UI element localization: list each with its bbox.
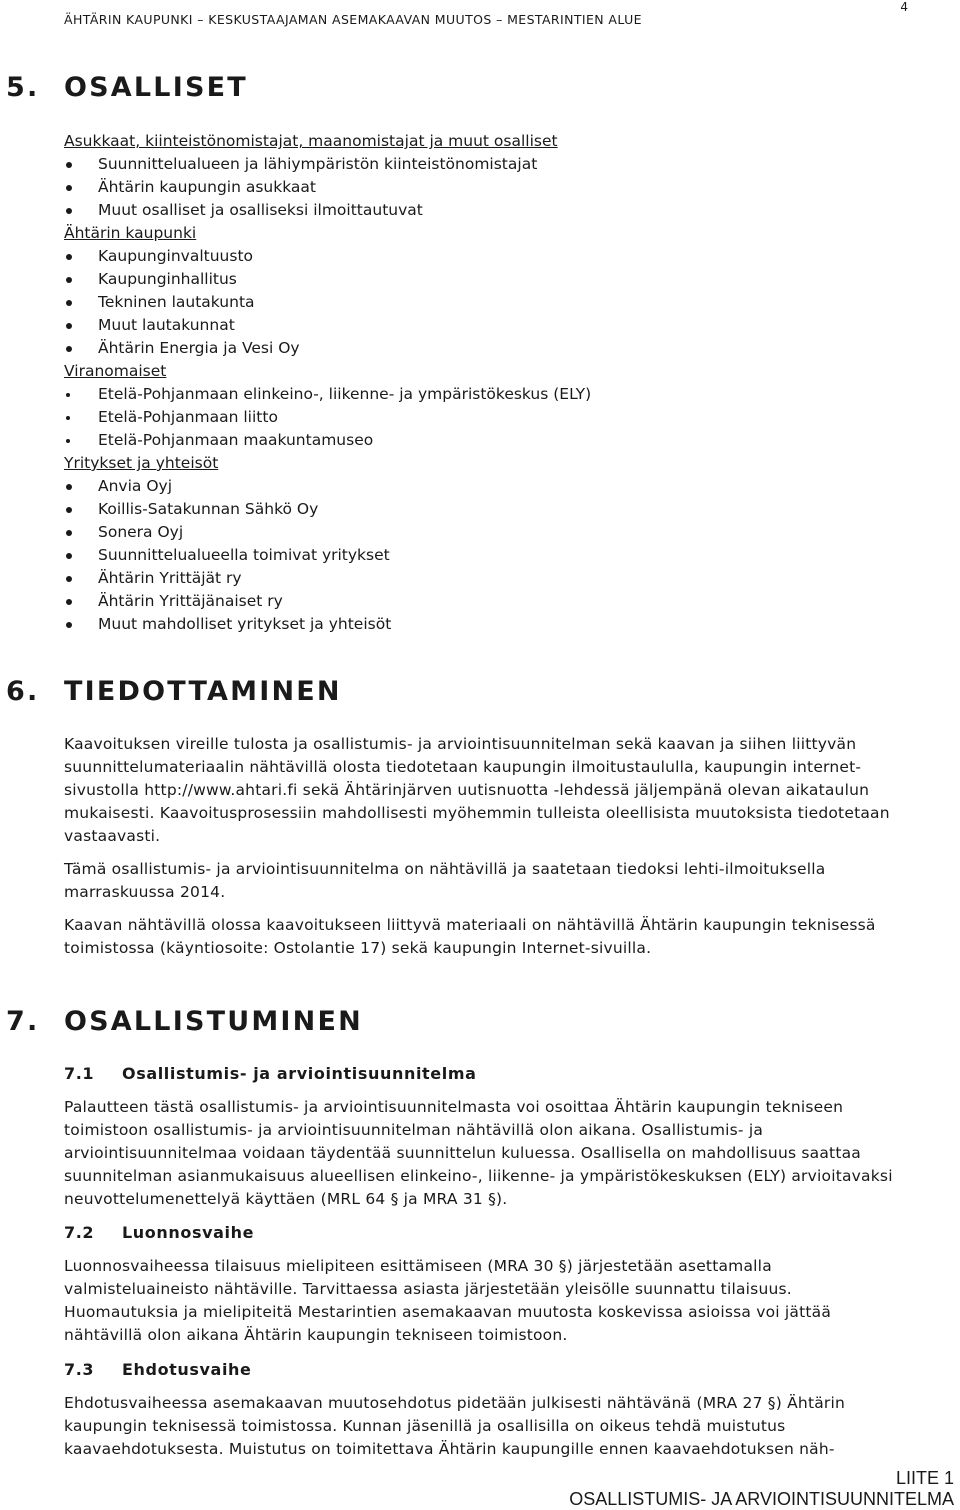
paragraph: Palautteen tästä osallistumis- ja arviointisuunnitelmasta voi osoittaa Ähtärin kaupungin tekniseen toimistoon osallistumis- ja arviointisuunnitelman nähtävillä olon aikana. Osallistumis- ja arviointisuunnitelmaa voidaan täydentää suunnittelun kuluessa. Osallisella on mahdollisuus saattaa suunnitelman asianmukaisuus alueellisen elinkeino-, liikenne- ja ympäristökeskuksen (ELY) arvioitavaksi neuvottelumenettelyä käyttäen (MRL 64 § ja MRA 31 §). — [64, 1098, 893, 1208]
list-item: Ähtärin Yrittäjänaiset ry — [64, 590, 914, 613]
list-item: Sonera Oyj — [64, 521, 914, 544]
list-item: Etelä-Pohjanmaan elinkeino-, liikenne- ja ympäristökeskus (ELY) — [64, 383, 914, 406]
subsection-7-2-heading — [64, 1223, 254, 1242]
group-title: Yritykset ja yhteisöt — [64, 454, 219, 472]
subsection-7-3-heading — [64, 1360, 251, 1379]
list-item: Kaupunginvaltuusto — [64, 245, 914, 268]
section-5-heading — [0, 72, 248, 103]
group-title: Ähtärin kaupunki — [64, 224, 197, 242]
participants-group-residents — [64, 130, 914, 222]
subsection-number: 7.2 — [64, 1223, 95, 1242]
group-title: Viranomaiset — [64, 362, 167, 380]
footer-appendix-label: LIITE 1 — [895, 1468, 954, 1488]
list-item: Kaupunginhallitus — [64, 268, 914, 291]
paragraph: Tämä osallistumis- ja arviointisuunnitelma on nähtävillä ja saatetaan tiedoksi lehti-ilmoituksella marraskuussa 2014. — [64, 860, 826, 901]
subsection-title: Ehdotusvaihe — [122, 1360, 252, 1379]
list-item: Koillis-Satakunnan Sähkö Oy — [64, 498, 914, 521]
section-6-heading — [0, 676, 342, 707]
list-item: Muut osalliset ja osalliseksi ilmoittautuvat — [64, 199, 914, 222]
section-title: TIEDOTTAMINEN — [64, 676, 342, 707]
paragraph: Kaavan nähtävillä olossa kaavoitukseen liittyvä materiaali on nähtävillä Ähtärin kaupungin teknisessä toimistossa (käyntiosoite: Ostolantie 17) sekä kaupungin Internet-sivuilla. — [64, 916, 876, 957]
participants-group-authorities — [64, 360, 914, 452]
bullet-list — [64, 153, 914, 222]
subsection-title: Osallistumis- ja arviointisuunnitelma — [122, 1064, 477, 1083]
bullet-list — [64, 383, 914, 452]
list-item: Muut mahdolliset yritykset ja yhteisöt — [64, 613, 914, 636]
paragraph: Luonnosvaiheessa tilaisuus mielipiteen esittämiseen (MRA 30 §) järjestetään asettamalla valmisteluaineisto nähtäville. Tarvittaessa asiasta järjestetään yleisölle suunnattu tilaisuus. Huomautuksia ja mielipiteitä Mestarintien asemakaavan muutosta koskevissa asioissa voi jättää nähtävillä olon aikana Ähtärin kaupungin tekniseen toimistoon. — [64, 1257, 832, 1344]
paragraph: Ehdotusvaiheessa asemakaavan muutosehdotus pidetään julkisesti nähtävänä (MRA 27 §) Ähtärin kaupungin teknisessä toimistossa. Kunnan jäsenillä ja osallisilla on oikeus tehdä muistutus kaavaehdotuksesta. Muistutus on toimitettava Ähtärin kaupungille ennen kaavaehdotuksen näh- — [64, 1394, 846, 1458]
section-number: 5. — [6, 72, 40, 103]
paragraph: Kaavoituksen vireille tulosta ja osallistumis- ja arviointisuunnitelman sekä kaavan ja siihen liittyvän suunnittelumateriaalin nähtävillä olosta tiedotetaan kaupungin ilmoitustaululla, kaupungin internet-sivustolla http://www.ahtari.fi sekä Ähtärinjärven uutisnuotta -lehdessä jäljempänä olevan aikataulun mukaisesti. Kaavoitusprosessiin mahdollisesti myöhemmin tulleista oleellisista muutoksista tiedotetaan vastaavasti. — [64, 735, 890, 845]
list-item: Etelä-Pohjanmaan maakuntamuseo — [64, 429, 914, 452]
list-item: Ähtärin Yrittäjät ry — [64, 567, 914, 590]
list-item: Suunnittelualueella toimivat yritykset — [64, 544, 914, 567]
section-title: OSALLISET — [64, 72, 248, 103]
list-item: Ähtärin kaupungin asukkaat — [64, 176, 914, 199]
list-item: Anvia Oyj — [64, 475, 914, 498]
list-item: Etelä-Pohjanmaan liitto — [64, 406, 914, 429]
page-number: 4 — [900, 0, 908, 14]
subsection-number: 7.1 — [64, 1064, 95, 1083]
list-item: Tekninen lautakunta — [64, 291, 914, 314]
participants-group-city — [64, 222, 914, 360]
section-number: 7. — [6, 1006, 40, 1037]
footer-document-title: OSALLISTUMIS- JA ARVIOINTISUUNNITELMA — [569, 1489, 954, 1509]
running-header: ÄHTÄRIN KAUPUNKI – KESKUSTAAJAMAN ASEMAKAAVAN MUUTOS – MESTARINTIEN ALUE — [64, 12, 642, 27]
section-number: 6. — [6, 676, 40, 707]
section-7-heading — [0, 1006, 363, 1037]
section-title: OSALLISTUMINEN — [64, 1006, 363, 1037]
participants-group-companies — [64, 452, 914, 636]
group-title: Asukkaat, kiinteistönomistajat, maanomistajat ja muut osalliset — [64, 132, 558, 150]
bullet-list — [64, 475, 914, 636]
subsection-number: 7.3 — [64, 1360, 95, 1379]
subsection-7-1-heading — [64, 1064, 477, 1083]
list-item: Suunnittelualueen ja lähiympäristön kiinteistönomistajat — [64, 153, 914, 176]
list-item: Ähtärin Energia ja Vesi Oy — [64, 337, 914, 360]
bullet-list — [64, 245, 914, 360]
list-item: Muut lautakunnat — [64, 314, 914, 337]
subsection-title: Luonnosvaihe — [122, 1223, 255, 1242]
